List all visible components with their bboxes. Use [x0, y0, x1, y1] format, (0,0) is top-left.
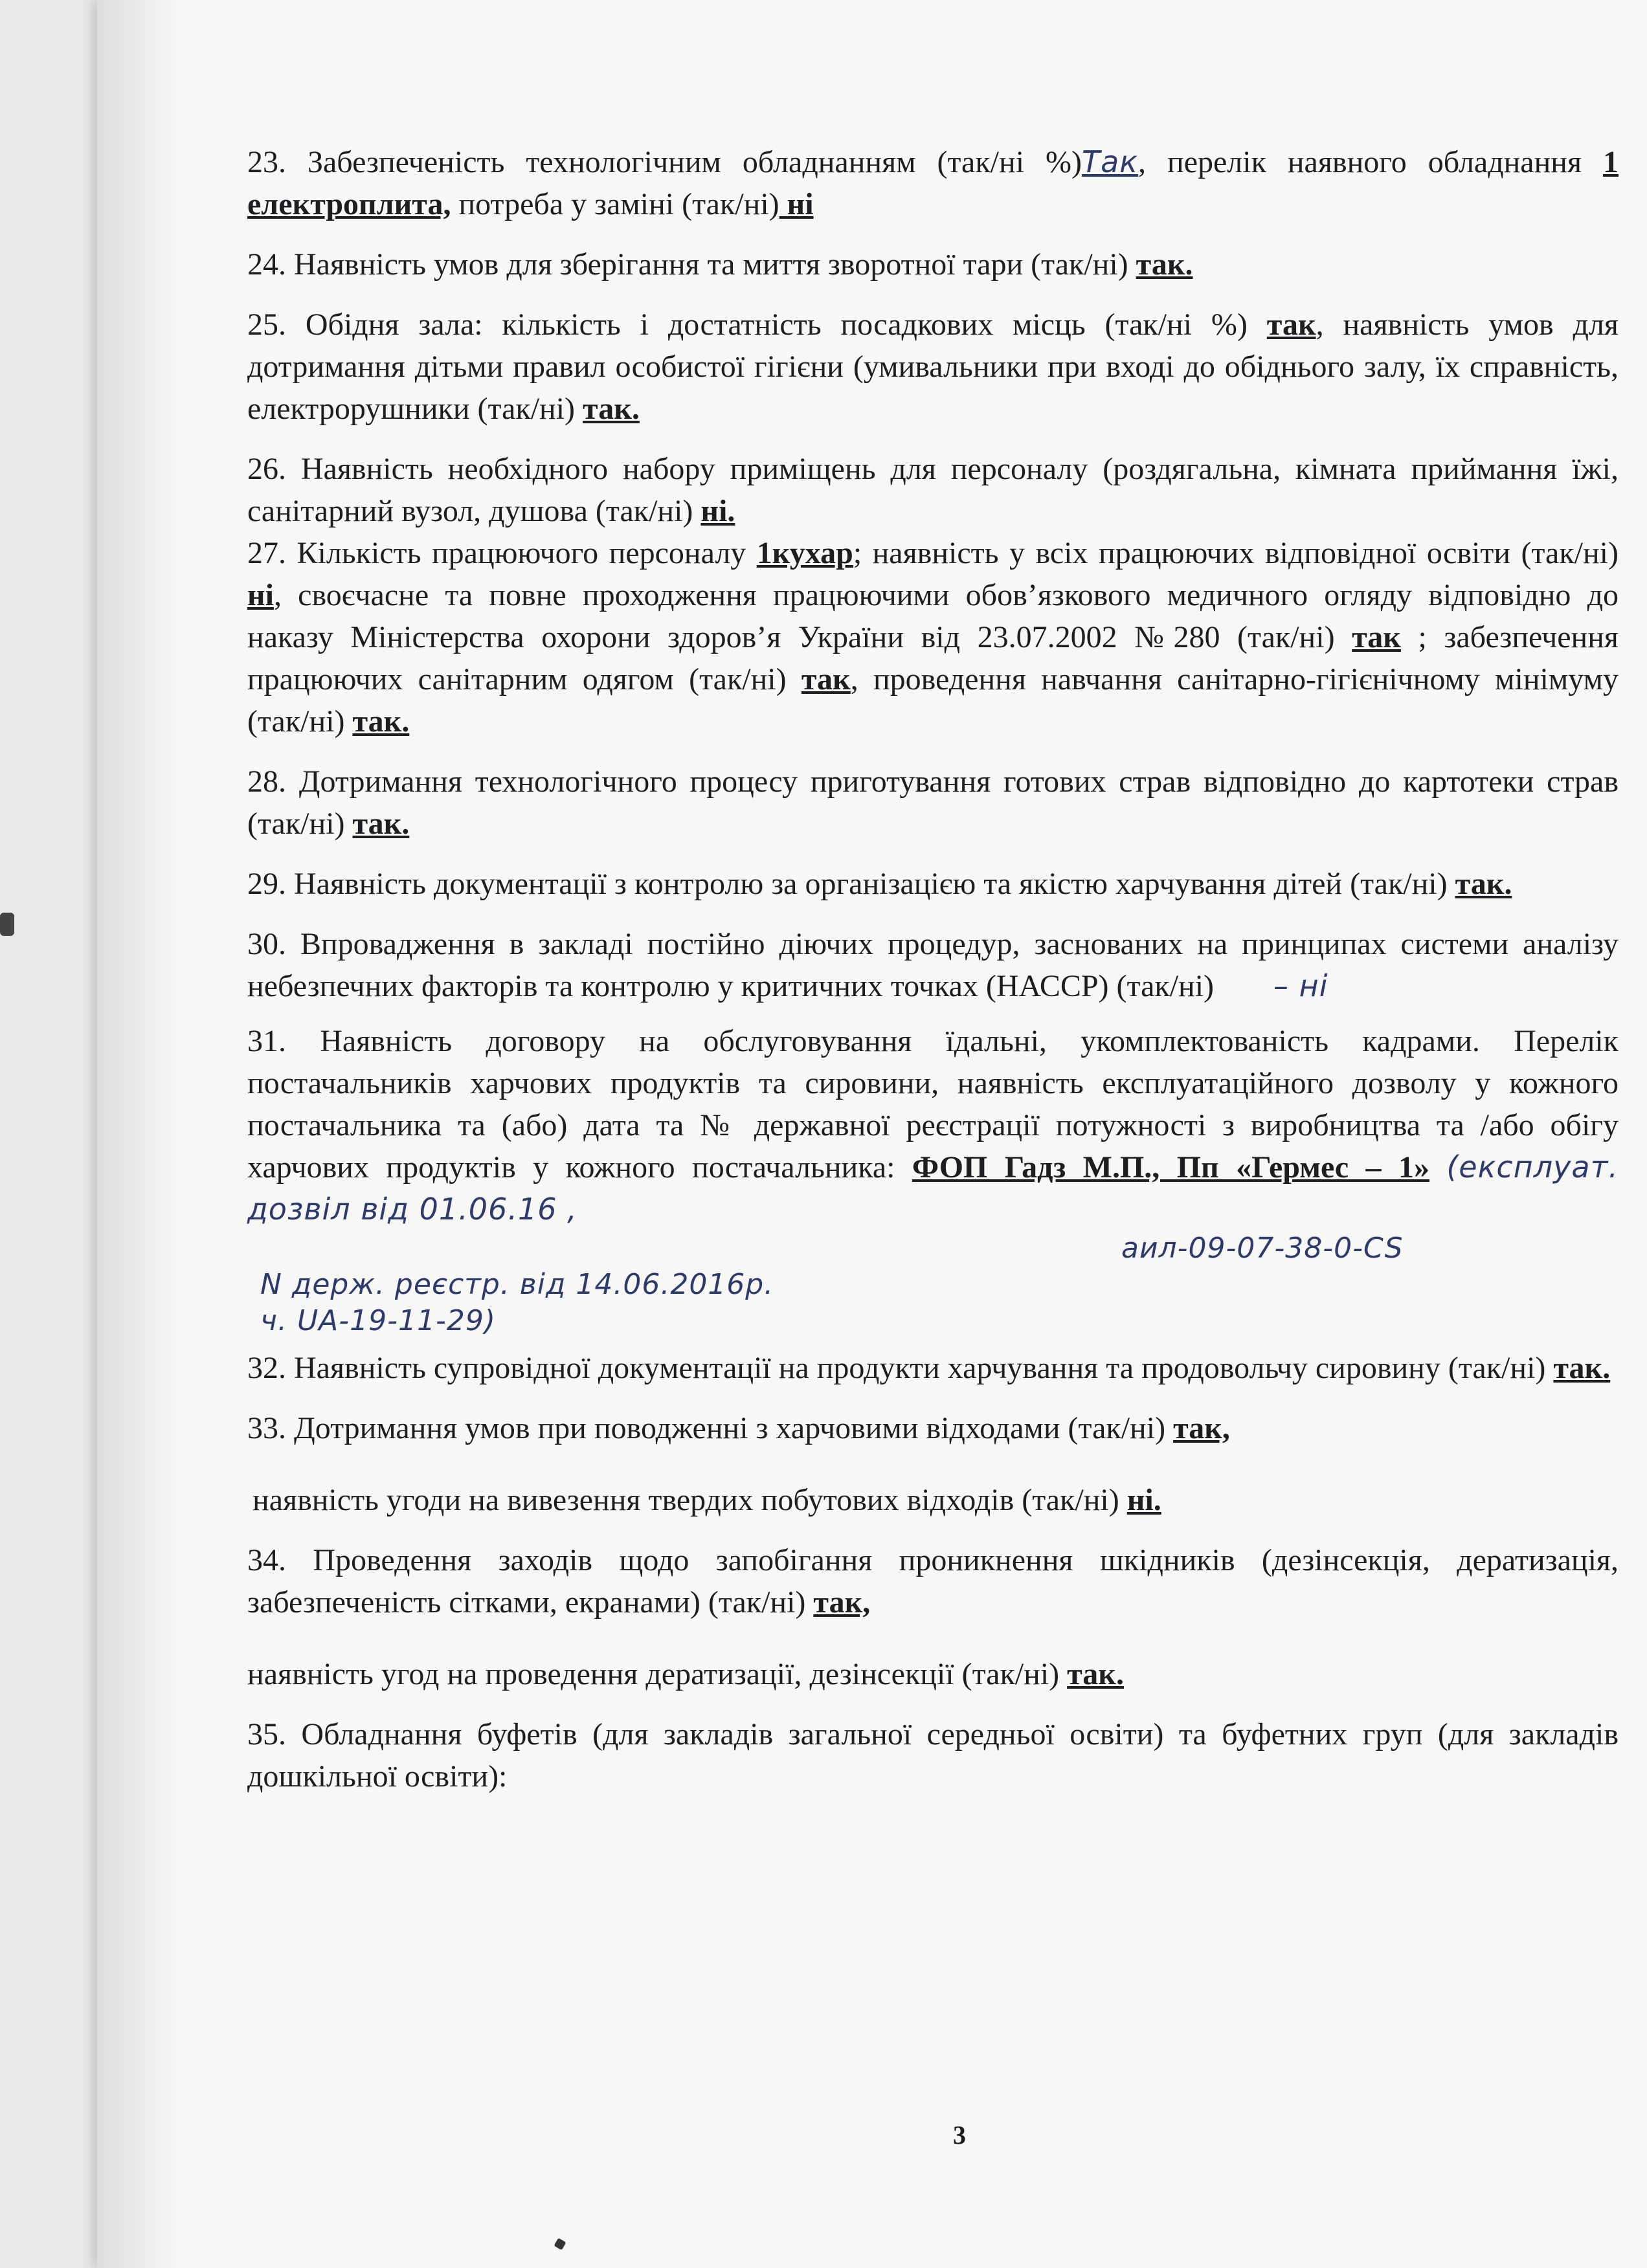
- handwritten-permit: (експлуат. дозвіл від 01.06.16 ,: [247, 1150, 1619, 1227]
- item-31: 31. Наявність договору на обслуговування їдальні, укомплектованість кадрами. Перелік постачальників харчових продуктів та сировини, наявність експлуатаційного дозволу у кожного постачальника та (або) дата та № державної реєстрації потужності з виробництва та /або обігу харчових продуктів у кожного постачальника: ФОП Гадз М.П., Пп «Гермес – 1» (експлуат. дозвіл від 01.06.16 , аил-09-07-38-0-CS N держ. реєстр. від 14.06.2016р. ч. UA-19-11-29): [247, 1020, 1619, 1339]
- answer: ні: [779, 187, 814, 221]
- scan-speck: [0, 913, 14, 936]
- item-29: 29. Наявність документації з контролю за організацією та якістю харчування дітей (так/ні) так.: [247, 867, 1512, 901]
- answer: так.: [1455, 867, 1512, 901]
- answer: ні: [247, 578, 274, 612]
- staff-count: 1кухар: [756, 536, 853, 570]
- handwritten-registration-number: ч. UA-19-11-29): [260, 1304, 497, 1337]
- scan-speck: [554, 2238, 566, 2250]
- page-number: 3: [953, 2120, 966, 2150]
- item-34: 34. Проведення заходів щодо запобігання проникнення шкідників (дезінсекція, дератизація, забезпеченість сітками, екранами) (так/ні) так, наявність угод на проведення дератизації, дезінсекції (так/ні) так.: [247, 1543, 1619, 1691]
- answer: так,: [1173, 1411, 1230, 1445]
- item-32: 32. Наявність супровідної документації на продукти харчування та продовольчу сировину (так/ні) так.: [247, 1351, 1611, 1385]
- answer: так.: [1067, 1657, 1124, 1691]
- answer: так: [801, 662, 851, 696]
- item-27: 27. Кількість працюючого персоналу 1кухар; наявність у всіх працюючих відповідної освіти (так/ні) ні, своєчасне та повне проходження працюючими обов’язкового медичного огляду відповідно до наказу Міністерства охорони здоров’я України від 23.07.2002 №280 (так/ні) так ; забезпечення працюючих санітарним одягом (так/ні) так, проведення навчання санітарно-гігієнічному мінімуму (так/ні) так.: [247, 536, 1619, 739]
- answer: ні.: [1126, 1483, 1161, 1517]
- answer: так.: [1136, 247, 1193, 282]
- handwritten-answer: – ні: [1273, 968, 1328, 1003]
- document-body: [247, 141, 1619, 1797]
- item-28: 28. Дотримання технологічного процесу приготування готових страв відповідно до картотеки страв (так/ні) так.: [247, 764, 1619, 841]
- item-35: 35. Обладнання буфетів (для закладів загальної середньої освіти) та буфетних груп (для закладів дошкільної освіти):: [247, 1717, 1619, 1794]
- answer: ні.: [700, 494, 735, 528]
- answer: так.: [352, 806, 410, 841]
- item-30: 30. Впровадження в закладі постійно діючих процедур, заснованих на принципах системи аналізу небезпечних факторів та контролю у критичних точках (НАССР) (так/ні) – ні: [247, 927, 1619, 1003]
- answer: так: [1352, 620, 1401, 654]
- answer: так,: [813, 1585, 871, 1619]
- handwritten-permit-number: аил-09-07-38-0-CS: [1121, 1232, 1404, 1265]
- item-24: 24. Наявність умов для зберігання та миття зворотної тари (так/ні) так.: [247, 247, 1193, 282]
- answer: так.: [583, 392, 640, 426]
- document-page: [97, 0, 1647, 2268]
- answer: так.: [1553, 1351, 1611, 1385]
- item-33: 33. Дотримання умов при поводженні з харчовими відходами (так/ні) так, наявність угоди на вивезення твердих побутових відходів (так/ні) ні.: [247, 1411, 1230, 1517]
- answer: так.: [352, 704, 410, 739]
- item-25: 25. Обідня зала: кількість і достатність посадкових місць (так/ні %) так, наявність умов для дотримання дітьми правил особистої гігієни (умивальники при вході до обіднього залу, їх справність, електрорушники (так/ні) так.: [247, 307, 1619, 426]
- equipment-list: 1 електроплита,: [247, 145, 1619, 221]
- handwritten-answer: Так: [1081, 144, 1139, 179]
- handwritten-registration: N держ. реєстр. від 14.06.2016р.: [260, 1268, 774, 1301]
- answer: так: [1266, 307, 1316, 342]
- supplier-list: ФОП Гадз М.П., Пп «Гермес – 1»: [912, 1150, 1429, 1184]
- item-26: 26. Наявність необхідного набору приміщень для персоналу (роздягальна, кімната приймання їжі, санітарний вузол, душова (так/ні) ні.: [247, 452, 1619, 528]
- item-23: 23. Забезпеченість технологічним обладнанням (так/ні %)Так, перелік наявного обладнання 1 електроплита, потреба у заміні (так/ні) ні: [247, 144, 1619, 221]
